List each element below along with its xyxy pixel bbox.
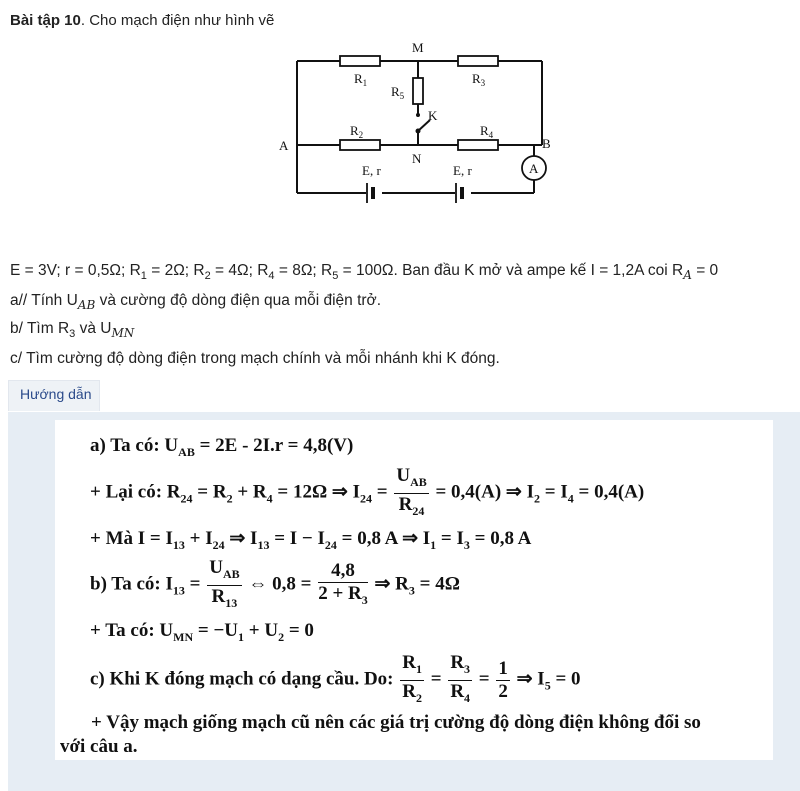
given-data: E = 3V; r = 0,5Ω; $R_1 = 2\Omega$; $R_2 = 4\Omega$; $R_4 = 8\Omega$; $R_5 = 100\Omega$. Ban đầu K mở và ampe kế I = 1,2A coi $R_A = 0$ [10,262,719,283]
svg-text:R2: $R_2$ [350,123,364,140]
solution-line-5: + Ta có: $U_{MN} = -U_1 + U_2 = 0$ [90,620,314,644]
question-a: a// Tính $U_{AB}$ và cường độ dòng điện qua mỗi điện trở. [10,292,382,313]
battery-2 [456,183,462,203]
label-e2: E, r [453,163,472,178]
label-e1: E, r [362,163,381,178]
solution-line-4: b) Ta có: $I_{13}$ = $\frac{U_{AB}}{R_{13}}$ ⇔ 0,8 = $\frac{4,8}{2 + R_3}$ ⇒ $R_3 = 4\Omega$ [90,557,460,610]
label-m: M [412,40,424,55]
svg-text:R5: $R_5$ [391,84,405,101]
solution-line-1: a) Ta có: $U_{AB} = 2E - 2I.r = 4,8(V)$ [90,435,354,459]
resistor-r5 [413,78,423,104]
exercise-number: Bài tập 10 [10,12,81,29]
ammeter-label: A [529,161,539,176]
solution-line-3: + Mà $I = I_{13} + I_{24}$ ⇒ $I_{13} = I - I_{24} = 0,8$ A ⇒ $I_1 = I_3 = 0,8$ A [90,528,532,552]
label-n: N [412,151,422,166]
svg-text:R1: $R_1$ [354,71,368,88]
svg-text:R3: $R_3$ [472,71,486,88]
label-k: K [428,108,438,123]
question-b: b/ Tìm $R_3$ và $U_{MN}$ [10,320,135,341]
resistor-r4 [458,140,498,150]
resistor-r1 [340,56,380,66]
exercise-title [10,12,274,29]
question-c: c/ Tìm cường độ dòng điện trong mạch chính và mỗi nhánh khi K đóng. [10,350,500,367]
exercise-intro: . Cho mạch điện như hình vẽ [80,12,275,29]
resistor-r2 [340,140,380,150]
solution-line-2: + Lại có: $R_{24} = R_2 + R_4 = 12\Omega$ ⇒ $I_{24}$ = $\frac{U_{AB}}{R_{24}}$ = 0,4(A) ⇒ $I_2 = I_4 = 0,4(A)$ [90,465,645,518]
resistor-r3 [458,56,498,66]
label-a: A [279,138,289,153]
guide-button[interactable]: Hướng dẫn [20,386,92,402]
label-b: B [542,136,551,151]
battery-1 [367,183,373,203]
circuit-diagram [270,38,570,223]
solution-line-6: c) Khi K đóng mạch có dạng cầu. Do: $\frac{R_1}{R_2}$ = $\frac{R_3}{R_4}$ = $\frac{1}{2}$ ⇒ $I_5 = 0$ [90,652,581,705]
solution-line-7: + Vậy mạch giống mạch cũ nên các giá trị cường độ dòng điện không đổi so [91,712,701,733]
solution-line-8: với câu a. [60,736,138,757]
solution-image [55,420,773,760]
svg-text:R4: $R_4$ [480,123,494,140]
